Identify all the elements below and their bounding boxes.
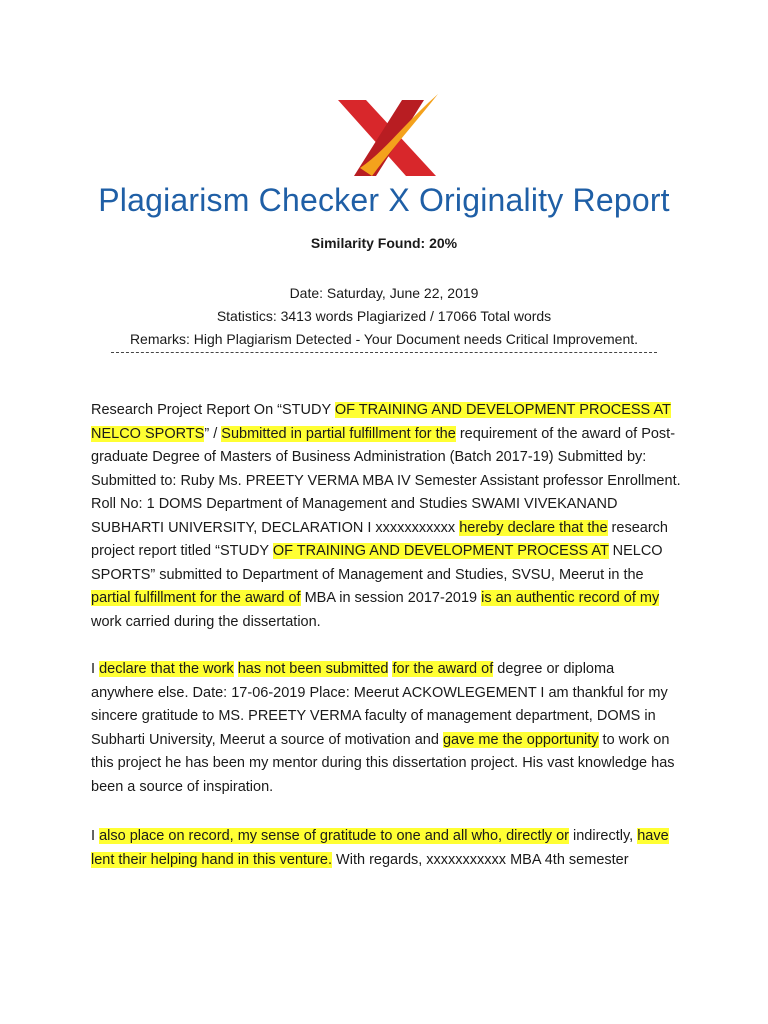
- report-date: Date: Saturday, June 22, 2019: [289, 285, 479, 301]
- report-remarks: Remarks: High Plagiarism Detected - Your Document needs Critical Improvement.: [129, 331, 639, 347]
- highlighted-segment: Submitted in partial fulfillment for the: [221, 425, 456, 442]
- text-segment: research project report titled “STUDY: [91, 519, 668, 559]
- body-paragraph-3: [91, 825, 681, 872]
- highlighted-segment: for the award of: [392, 661, 494, 677]
- highlighted-segment: is an authentic record of my: [481, 590, 660, 606]
- highlighted-segment: also place on record, my sense of gratitude to one and all who, directly or: [99, 828, 569, 844]
- text-segment: degree or diploma anywhere else. Date: 17-06-2019 Place: Meerut ACKOWLEGEMENT I am thankful for my sincere gratitude to MS. PREETY VERMA faculty of management department, DOMS in Subharti University, Meerut a source of motivation and: [91, 661, 668, 748]
- text-segment: work carried during the dissertation.: [91, 613, 321, 630]
- highlighted-segment: OF TRAINING AND DEVELOPMENT PROCESS AT: [272, 543, 609, 559]
- text-segment: I: [91, 828, 100, 844]
- report-title: Plagiarism Checker X Originality Report: [98, 182, 670, 218]
- highlighted-segment: gave me the opportunity: [442, 731, 599, 748]
- body-paragraph-1: [91, 399, 681, 634]
- text-segment: requirement of the award of Post-graduate Degree of Masters of Business Administration (Batch 2017-19) Submitted by: Submitted to: Ruby Ms. PREETY VERMA MBA IV Semester Assistant professor Enrollment. Roll No: 1 DOMS Department of Management and Studies SWAMI VIVEKANAND SUBHARTI UNIVERSITY, DECLARATION I xxxxxxxxxxx: [91, 425, 681, 536]
- text-segment: With regards, xxxxxxxxxxx MBA 4th semester: [332, 851, 629, 868]
- text-segment: I: [91, 661, 100, 677]
- similarity-found: Similarity Found: 20%: [310, 235, 458, 251]
- text-segment: MBA in session 2017-2019: [300, 590, 482, 606]
- text-segment: indirectly,: [568, 828, 638, 844]
- text-segment: NELCO SPORTS” submitted to Department of Management and Studies, SVSU, Meerut in the: [91, 543, 663, 583]
- report-statistics: Statistics: 3413 words Plagiarized / 17066 Total words: [216, 308, 552, 324]
- body-paragraph-2: [91, 658, 681, 799]
- text-segment: Research Project Report On “STUDY: [91, 402, 335, 418]
- text-segment: ” /: [204, 425, 222, 442]
- plagiarism-checker-x-logo-icon: [332, 92, 440, 178]
- highlighted-segment: declare that the work: [99, 661, 234, 677]
- highlighted-segment: partial fulfillment for the award of: [91, 590, 301, 606]
- dashed-divider: [111, 352, 657, 353]
- highlighted-segment: OF TRAINING AND DEVELOPMENT PROCESS AT NELCO SPORTS: [91, 402, 671, 442]
- highlighted-segment: hereby declare that the: [459, 519, 608, 536]
- highlighted-segment: have lent their helping hand in this venture.: [91, 828, 669, 868]
- highlighted-segment: has not been submitted: [237, 661, 389, 677]
- text-segment: to work on this project he has been my mentor during this dissertation project. His vast knowledge has been a source of inspiration.: [91, 731, 675, 795]
